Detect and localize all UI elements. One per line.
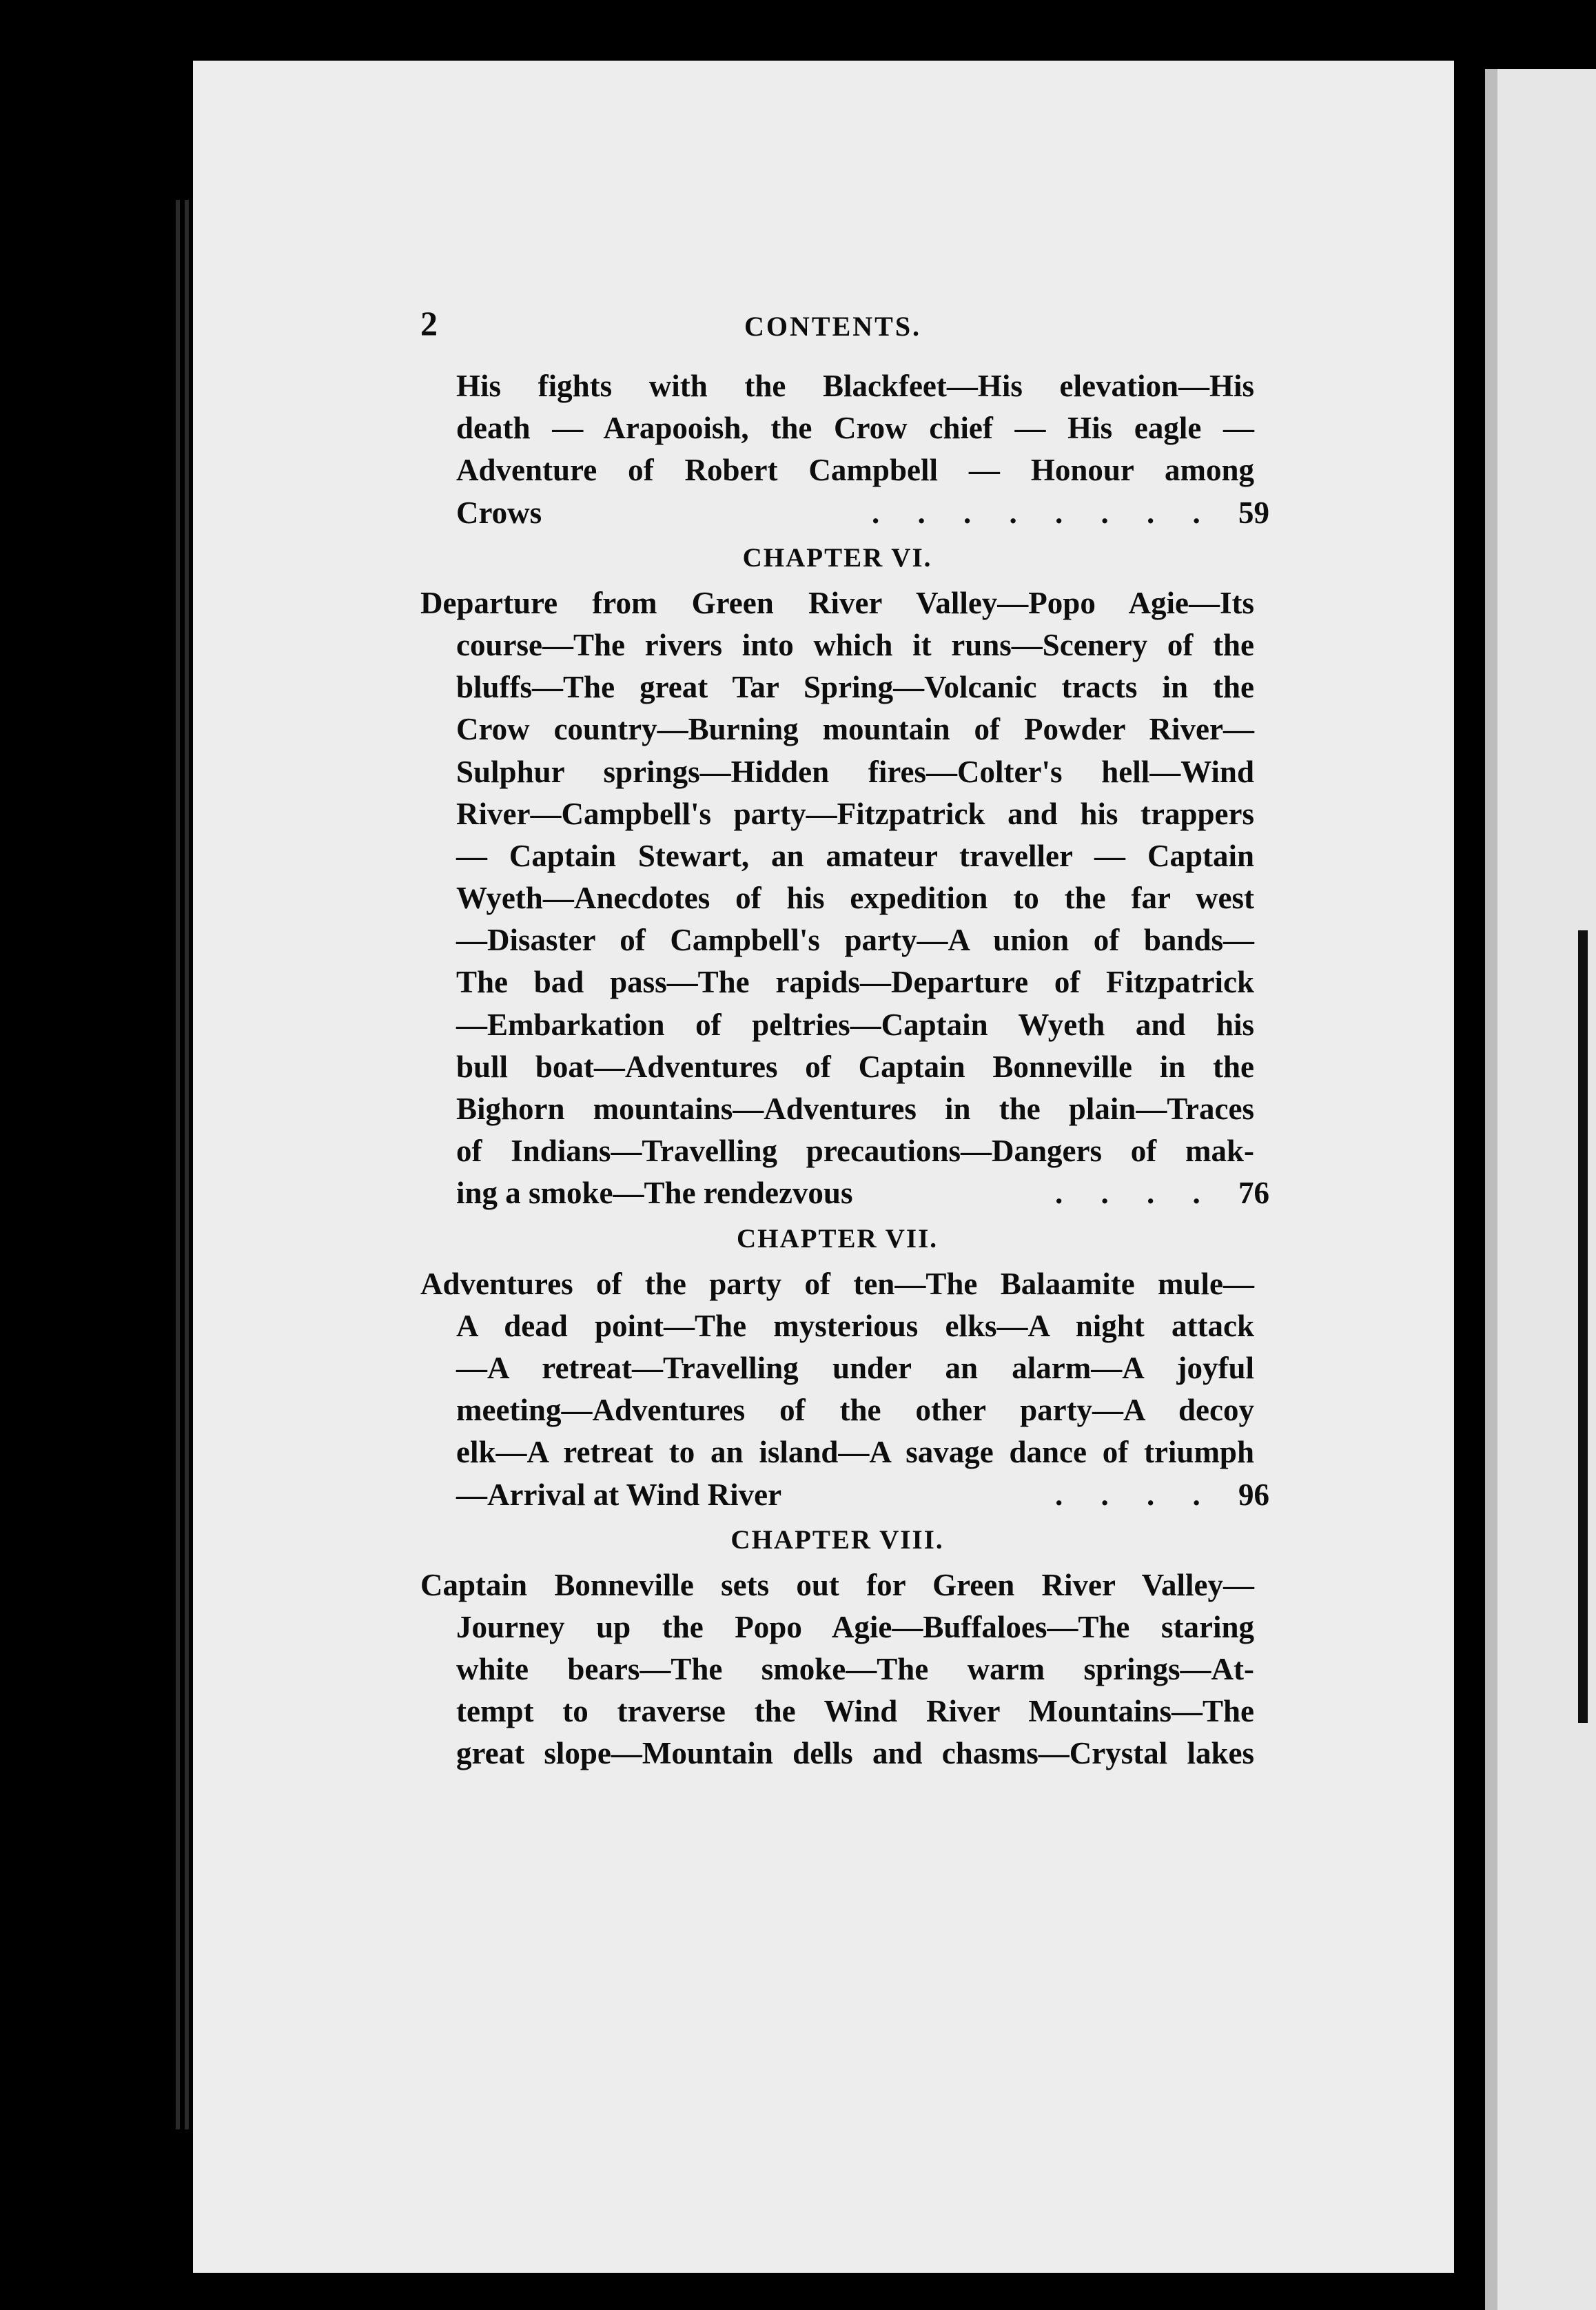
chapter-heading: CHAPTER VII.: [737, 1223, 938, 1254]
entry-line: bull boat—Adventures of Captain Bonneville in the: [456, 1049, 1254, 1084]
dot-leader: . . . .: [1055, 1176, 1216, 1211]
entry-line: bluffs—The great Tar Spring—Volcanic tracts in the: [456, 670, 1254, 705]
leader-and-page-ref: [1055, 1172, 1269, 1214]
entry-line: Wyeth—Anecdotes of his expedition to the far west: [456, 881, 1254, 916]
page-reference: 76: [1238, 1176, 1269, 1211]
entry-line: Captain Bonneville sets out for Green River Valley—: [420, 1567, 1254, 1602]
entry-line: Adventure of Robert Campbell — Honour among: [456, 453, 1254, 488]
page-reference: 59: [1238, 495, 1269, 530]
contents-entries: [420, 365, 1269, 1775]
contents-entry: [420, 1218, 1269, 1516]
page-reference: 96: [1238, 1477, 1269, 1512]
chapter-heading: CHAPTER VIII.: [730, 1524, 944, 1555]
entry-line: —Embarkation of peltries—Captain Wyeth and his: [456, 1007, 1254, 1042]
entry-line: The bad pass—The rapids—Departure of Fitzpatrick: [456, 965, 1254, 1000]
entry-line: elk—A retreat to an island—A savage dance of triumph: [456, 1435, 1254, 1470]
entry-line: Bighorn mountains—Adventures in the plain—Traces: [456, 1092, 1254, 1126]
entry-line: —Disaster of Campbell's party—A union of bands—: [456, 923, 1254, 958]
chapter-heading: CHAPTER VI.: [742, 542, 932, 573]
contents-entry: [420, 537, 1269, 1215]
contents-text: [420, 303, 1269, 1775]
entry-line: Adventures of the party of ten—The Balaamite mule—: [420, 1266, 1254, 1301]
entry-last-line: [420, 1474, 1269, 1516]
entry-line: of Indians—Travelling precautions—Dangers of mak-: [456, 1134, 1254, 1169]
entry-line: tempt to traverse the Wind River Mountains—The: [456, 1694, 1254, 1729]
entry-line: Crow country—Burning mountain of Powder River—: [456, 712, 1254, 747]
entry-line: Departure from Green River Valley—Popo Agie—Its: [420, 585, 1254, 620]
page-header: [420, 303, 1254, 365]
running-head: CONTENTS.: [744, 311, 922, 342]
contents-entry: [420, 365, 1269, 534]
entry-line: great slope—Mountain dells and chasms—Crystal lakes: [456, 1736, 1254, 1771]
scan-border-right: [1578, 930, 1588, 1723]
entry-line: —A retreat—Travelling under an alarm—A joyful: [456, 1350, 1254, 1385]
page-edge-line: [176, 200, 180, 2129]
entry-line: River—Campbell's party—Fitzpatrick and his trappers: [456, 796, 1254, 831]
leader-and-page-ref: [872, 492, 1269, 534]
contents-entry: [420, 1519, 1254, 1775]
entry-line-text: Crows: [456, 495, 542, 530]
entry-last-line: [420, 492, 1269, 534]
entry-line: A dead point—The mysterious elks—A night attack: [456, 1308, 1254, 1343]
entry-line: Journey up the Popo Agie—Buffaloes—The staring: [456, 1609, 1254, 1644]
scan-border-left: [0, 0, 172, 2310]
dot-leader: . . . . . . . .: [872, 495, 1216, 530]
page-edge-line: [185, 200, 189, 2129]
entry-line-text: ing a smoke—The rendezvous: [456, 1176, 853, 1211]
entry-line: — Captain Stewart, an amateur traveller — Captain: [456, 838, 1254, 873]
page-number: 2: [420, 304, 438, 343]
dot-leader: . . . .: [1055, 1477, 1216, 1512]
leader-and-page-ref: [1055, 1474, 1269, 1516]
entry-line: white bears—The smoke—The warm springs—At-: [456, 1652, 1254, 1687]
entry-last-line: [420, 1172, 1269, 1214]
entry-line: course—The rivers into which it runs—Scenery of the: [456, 627, 1254, 662]
entry-line: Sulphur springs—Hidden fires—Colter's hell—Wind: [456, 754, 1254, 789]
entry-line: His fights with the Blackfeet—His elevation—His: [456, 369, 1254, 403]
entry-line: death — Arapooish, the Crow chief — His eagle —: [456, 411, 1254, 446]
entry-line: meeting—Adventures of the other party—A decoy: [456, 1393, 1254, 1428]
entry-line-text: —Arrival at Wind River: [456, 1477, 782, 1512]
